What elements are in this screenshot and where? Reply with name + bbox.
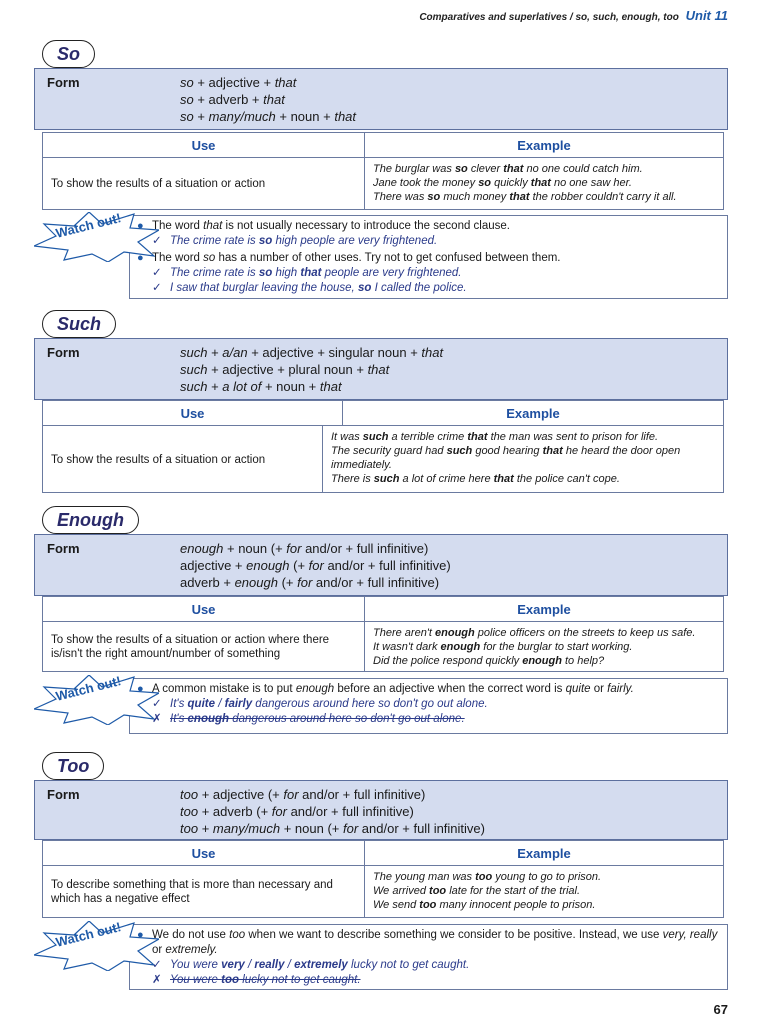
use-header: Use [43,597,365,621]
form-box [34,68,728,130]
tick-icon: ✓ [152,235,162,247]
form-line: too + many/much + noun (+ for and/or + full infinitive) [180,821,485,836]
section-too [34,752,728,992]
example-header: Example [517,601,571,617]
example-line: It wasn't dark enough for the burglar to start working. [373,641,633,653]
correct-example: ✓ You were very / really / extremely lucky not to get caught. [152,959,470,971]
wrong-example: ✗ You were too lucky not to get caught. [152,974,361,986]
section-title: Such [42,310,116,338]
tick-icon: ✓ [152,959,162,971]
watch-out-box [54,919,728,990]
unit-label: Unit 11 [685,8,728,23]
correct-example: ✓ The crime rate is so high that people are very frightened. [152,267,462,279]
form-lines [180,74,356,125]
example-cell [365,622,703,672]
running-head [419,8,728,23]
use-cell: To describe something that is more than necessary and which has a negative effect [43,866,365,918]
use-cell: To show the results of a situation or action [43,158,365,210]
form-line: so + adjective + that [180,75,297,90]
form-line: such + a/an + adjective + singular noun + that [180,345,444,360]
example-cell [323,426,723,493]
section-title: So [42,40,95,68]
form-line: such + a lot of + noun + that [180,379,342,394]
form-label: Form [47,787,80,802]
use-header: Use [43,401,343,425]
form-line: so + many/much + noun + that [180,109,357,124]
use-cell: To show the results of a situation or action where there is/isn't the right amount/number of something [43,622,365,672]
watch-out-label: Watch out! [54,673,123,704]
example-cell [365,158,685,210]
form-lines [180,540,451,591]
form-line: too + adjective (+ for and/or + full infinitive) [180,787,426,802]
example-line: The security guard had such good hearing that he heard the door open immediately. [331,445,681,471]
table-header [43,597,723,622]
form-line: adverb + enough (+ for and/or + full infinitive) [180,575,440,590]
running-head-title: Comparatives and superlatives / so, such, enough, too [419,12,679,23]
correct-example: ✓ It's quite / fairly dangerous around here so don't go out alone. [152,698,488,710]
correct-example: ✓ I saw that burglar leaving the house, so I called the police. [152,282,467,294]
form-line: such + adjective + plural noun + that [180,362,390,377]
form-box [34,534,728,596]
table-header [43,401,723,426]
use-header: Use [43,841,365,865]
form-line: too + adverb (+ for and/or + full infinitive) [180,804,414,819]
form-lines [180,786,485,837]
example-line: There is such a lot of crime here that the police can't cope. [331,473,620,485]
section-so [34,40,728,300]
form-box [34,780,728,840]
correct-example: ✓ The crime rate is so high people are very frightened. [152,235,438,247]
example-line: The burglar was so clever that no one could catch him. [373,163,643,175]
example-header: Example [517,845,571,861]
form-label: Form [47,541,80,556]
example-line: Did the police respond quickly enough to help? [373,655,605,667]
section-title: Too [42,752,104,780]
use-table [42,596,724,672]
watch-point: ● A common mistake is to put enough before an adjective when the correct word is quite or fairly. [152,682,719,697]
example-line: We arrived too late for the start of the trial. [373,885,581,897]
section-title: Enough [42,506,139,534]
page-number: 67 [713,1002,728,1017]
form-lines [180,344,443,395]
section-such [34,310,728,495]
watch-point: ● We do not use too when we want to describe something we consider to be positive. Instead, we use very, really or extremely. [152,928,719,958]
wrong-example: ✗ It's enough dangerous around here so don't go out alone. [152,713,465,725]
form-label: Form [47,75,80,90]
use-cell: To show the results of a situation or action [43,426,323,493]
use-table [42,400,724,493]
example-line: There aren't enough police officers on the streets to keep us safe. [373,627,696,639]
watch-out-label: Watch out! [54,919,123,950]
example-line: There was so much money that the robber couldn't carry it all. [373,191,677,203]
example-line: Jane took the money so quickly that no one saw her. [373,177,632,189]
watch-out-box [54,673,728,734]
cross-icon: ✗ [152,713,162,725]
table-header [43,841,723,866]
example-cell [365,866,609,918]
use-table [42,132,724,210]
example-line: We send too many innocent people to prison. [373,899,596,911]
form-box [34,338,728,400]
cross-icon: ✗ [152,974,162,986]
form-line: enough + noun (+ for and/or + full infinitive) [180,541,429,556]
example-line: It was such a terrible crime that the man was sent to prison for life. [331,431,659,443]
example-line: The young man was too young to go to prison. [373,871,602,883]
watch-out-label: Watch out! [54,210,123,241]
section-enough [34,506,728,736]
tick-icon: ✓ [152,267,162,279]
use-table [42,840,724,918]
tick-icon: ✓ [152,282,162,294]
example-header: Example [517,137,571,153]
form-line: so + adverb + that [180,92,285,107]
form-line: adjective + enough (+ for and/or + full infinitive) [180,558,451,573]
form-label: Form [47,345,80,360]
watch-point: ● The word so has a number of other uses. Try not to get confused between them. [152,251,719,266]
watch-out-box [54,210,728,299]
watch-point: ● The word that is not usually necessary to introduce the second clause. [152,219,719,234]
tick-icon: ✓ [152,698,162,710]
example-header: Example [506,405,560,421]
use-header: Use [43,133,365,157]
table-header [43,133,723,158]
